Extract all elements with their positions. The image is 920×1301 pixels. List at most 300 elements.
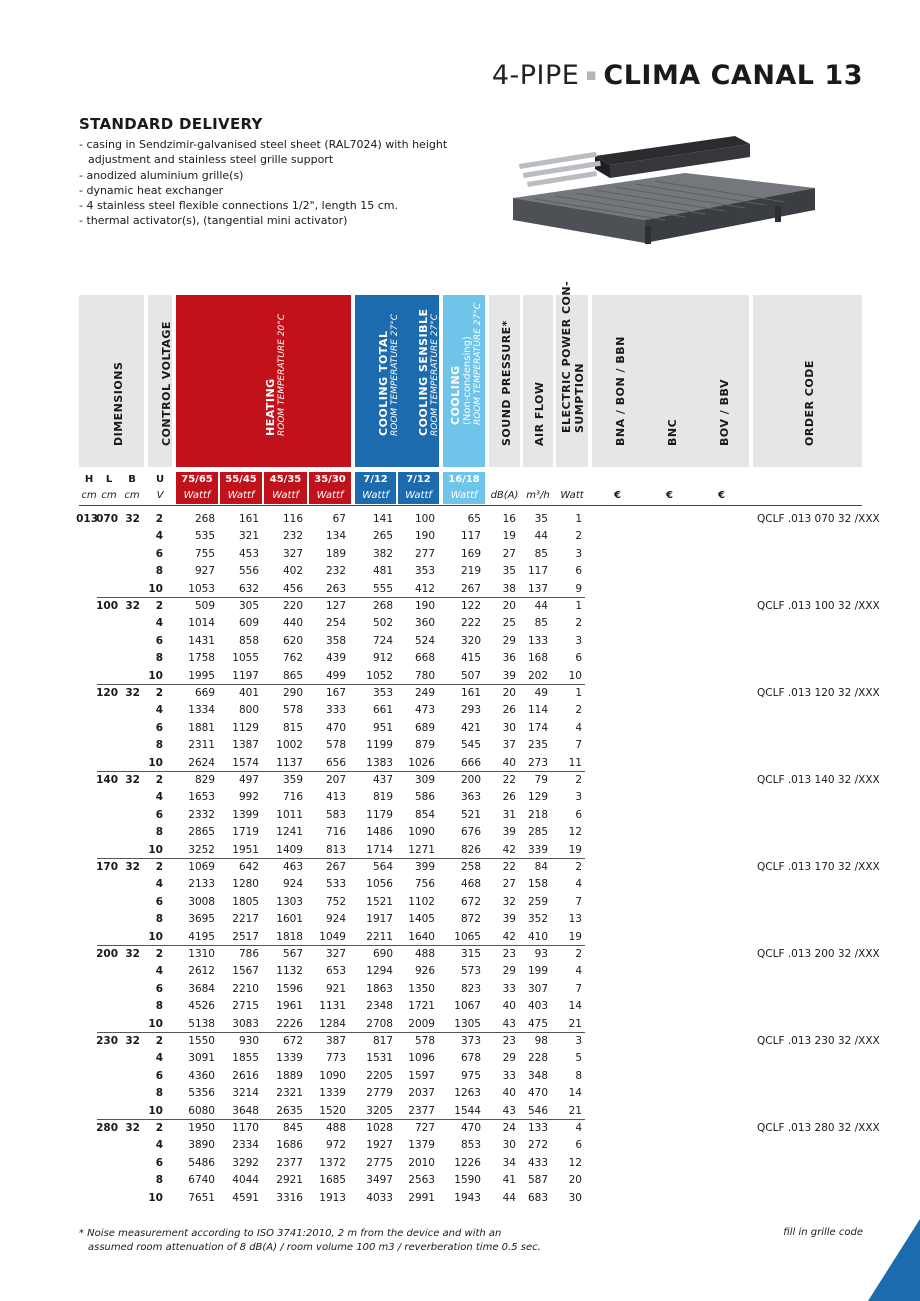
table-cell: 36	[502, 652, 516, 665]
table-cell: 6	[155, 634, 163, 647]
footnote-line-2: assumed room attenuation of 8 dB(A) / room volume 100 m3 / reverberation time 0.5 sec.	[88, 1242, 541, 1253]
table-cell: 42	[502, 843, 516, 856]
table-cell: 453	[238, 547, 259, 560]
table-cell: 1943	[454, 1191, 481, 1204]
table-cell: 521	[460, 808, 481, 821]
table-cell: 117	[460, 530, 481, 543]
title-bold: CLIMA CANAL 13	[603, 60, 863, 91]
table-cell: 133	[527, 1122, 548, 1134]
table-cell: 826	[460, 843, 481, 856]
table-cell: 1137	[276, 756, 303, 769]
list-item: - thermal activator(s), (tangential mini activator)	[79, 213, 449, 228]
table-cell: 1486	[366, 826, 393, 839]
table-cell: 19	[568, 930, 582, 943]
table-cell: 2563	[408, 1174, 435, 1187]
table-cell: 533	[325, 878, 346, 891]
airflow-label: AIR FLOW	[533, 381, 546, 446]
unit-m3h: m³/h	[526, 490, 550, 501]
table-cell: 2	[155, 687, 163, 699]
table-cell: 2	[575, 530, 582, 543]
table-cell: 1574	[232, 756, 259, 769]
table-cell: 669	[194, 687, 215, 699]
table-row	[0, 598, 920, 615]
table-cell: 14	[568, 1000, 582, 1013]
table-cell: 363	[460, 791, 481, 804]
table-row	[0, 528, 920, 545]
table-cell: 524	[414, 634, 435, 647]
table-cell: 8	[155, 826, 163, 839]
power-header	[556, 280, 588, 467]
table-cell: 672	[460, 895, 481, 908]
order-code: QCLF .013 280 32 /XXX	[757, 1122, 880, 1134]
table-cell: 4	[155, 791, 163, 804]
table-cell: 2210	[232, 982, 259, 995]
sound-label: SOUND PRESSURE*	[500, 320, 513, 446]
unit-heating-2: Wattf	[220, 487, 262, 504]
table-cell: 263	[325, 582, 346, 595]
table-cell: 43	[502, 1104, 516, 1117]
table-cell: 339	[527, 843, 548, 856]
table-cell: 4	[155, 530, 163, 543]
table-cell: 20	[568, 1174, 582, 1187]
table-cell: 4	[155, 878, 163, 891]
table-cell: 1271	[408, 843, 435, 856]
table-cell: 307	[527, 982, 548, 995]
table-cell: 502	[372, 617, 393, 630]
table-cell: 43	[502, 1017, 516, 1030]
table-cell: 8	[155, 565, 163, 578]
table-cell: 41	[502, 1174, 516, 1187]
table-cell: 100	[414, 513, 435, 525]
table-cell: 2708	[366, 1017, 393, 1030]
table-cell: 2	[155, 600, 163, 612]
table-cell: 222	[460, 617, 481, 630]
standard-delivery-list	[79, 137, 449, 229]
table-cell: 4	[575, 965, 582, 978]
table-cell: 127	[325, 600, 346, 612]
table-cell: 752	[325, 895, 346, 908]
table-cell: 3316	[276, 1191, 303, 1204]
dimension-l: 230	[96, 1035, 118, 1047]
temp-45-35: 45/35	[264, 472, 307, 487]
table-cell: 2	[575, 774, 582, 786]
table-cell: 19	[502, 530, 516, 543]
table-cell: 1685	[319, 1174, 346, 1187]
table-cell: 32	[502, 895, 516, 908]
table-row	[0, 998, 920, 1015]
control-voltage-label: CONTROL VOLTAGE	[160, 321, 173, 446]
sound-header	[489, 295, 520, 467]
table-cell: 1294	[366, 965, 393, 978]
table-cell: 853	[460, 1139, 481, 1152]
u-label: U	[155, 474, 165, 485]
order-code: QCLF .013 170 32 /XXX	[757, 861, 880, 873]
table-cell: 2779	[366, 1087, 393, 1100]
table-row	[0, 702, 920, 719]
table-cell: 1334	[188, 704, 215, 717]
table-cell: 439	[325, 652, 346, 665]
order-code-header	[753, 295, 862, 467]
table-cell: 5356	[188, 1087, 215, 1100]
table-cell: 2	[155, 513, 163, 525]
table-cell: 1129	[232, 721, 259, 734]
table-cell: 865	[282, 669, 303, 682]
table-cell: 38	[502, 582, 516, 595]
table-cell: 1544	[454, 1104, 481, 1117]
table-cell: 1383	[366, 756, 393, 769]
table-cell: 6	[575, 565, 582, 578]
table-cell: 609	[238, 617, 259, 630]
table-cell: 44	[502, 1191, 516, 1204]
table-cell: 412	[414, 582, 435, 595]
power-label-2: SUMPTION	[573, 362, 586, 433]
table-cell: 2	[155, 774, 163, 786]
dimension-b: 32	[125, 948, 140, 960]
table-cell: 3	[575, 634, 582, 647]
table-cell: 2616	[232, 1069, 259, 1082]
table-cell: 268	[372, 600, 393, 612]
table-row	[0, 842, 920, 859]
table-cell: 3890	[188, 1139, 215, 1152]
table-cell: 4	[155, 1139, 163, 1152]
table-cell: 815	[282, 721, 303, 734]
table-cell: 2991	[408, 1191, 435, 1204]
product-image	[505, 128, 825, 248]
table-cell: 4044	[232, 1174, 259, 1187]
table-cell: 85	[534, 547, 548, 560]
table-cell: 1067	[454, 1000, 481, 1013]
table-cell: 13	[568, 913, 582, 926]
table-cell: 7	[575, 895, 582, 908]
table-cell: 879	[414, 739, 435, 752]
table-cell: 2	[575, 861, 582, 873]
table-cell: 129	[527, 791, 548, 804]
dimension-b: 32	[125, 513, 140, 525]
table-cell: 666	[460, 756, 481, 769]
table-cell: 85	[534, 617, 548, 630]
table-cell: 497	[238, 774, 259, 786]
table-cell: 556	[238, 565, 259, 578]
list-item: - casing in Sendzimir-galvanised steel sheet (RAL7024) with height adjustment and stainless steel grille support	[79, 137, 449, 168]
table-cell: 10	[148, 582, 163, 595]
table-cell: 1640	[408, 930, 435, 943]
table-row	[0, 1155, 920, 1172]
table-cell: 3214	[232, 1087, 259, 1100]
heating-label	[264, 314, 287, 436]
cooling-total-subtitle: ROOM TEMPERATURE 27°C	[390, 314, 400, 436]
table-row	[0, 633, 920, 650]
table-cell: 321	[238, 530, 259, 543]
table-cell: 413	[325, 791, 346, 804]
cooling-header	[355, 295, 439, 467]
table-row	[0, 737, 920, 754]
table-cell: 1065	[454, 930, 481, 943]
table-cell: 587	[527, 1174, 548, 1187]
table-cell: 2226	[276, 1017, 303, 1030]
table-cell: 293	[460, 704, 481, 717]
table-cell: 1055	[232, 652, 259, 665]
table-cell: 1721	[408, 1000, 435, 1013]
table-cell: 1597	[408, 1069, 435, 1082]
order-code: QCLF .013 120 32 /XXX	[757, 687, 880, 699]
table-row	[0, 981, 920, 998]
table-row	[0, 929, 920, 946]
table-cell: 456	[282, 582, 303, 595]
table-cell: 2211	[366, 930, 393, 943]
table-cell: 232	[282, 530, 303, 543]
table-cell: 437	[372, 774, 393, 786]
table-cell: 6	[155, 547, 163, 560]
table-cell: 258	[460, 861, 481, 873]
table-cell: 33	[502, 982, 516, 995]
table-cell: 716	[325, 826, 346, 839]
table-cell: 872	[460, 913, 481, 926]
dimension-l: 170	[96, 861, 118, 873]
table-cell: 1280	[232, 878, 259, 891]
table-cell: 2	[155, 861, 163, 873]
table-cell: 578	[282, 704, 303, 717]
table-cell: 6	[155, 982, 163, 995]
table-cell: 10	[148, 756, 163, 769]
table-cell: 819	[372, 791, 393, 804]
table-cell: 1961	[276, 1000, 303, 1013]
table-cell: 845	[282, 1122, 303, 1134]
table-cell: 1014	[188, 617, 215, 630]
table-cell: 40	[502, 756, 516, 769]
table-cell: 823	[460, 982, 481, 995]
table-cell: 133	[527, 634, 548, 647]
table-cell: 220	[282, 600, 303, 612]
table-cell: 382	[372, 547, 393, 560]
table-row	[0, 963, 920, 980]
table-cell: 656	[325, 756, 346, 769]
table-cell: 1399	[232, 808, 259, 821]
table-cell: 3205	[366, 1104, 393, 1117]
table-cell: 352	[527, 913, 548, 926]
table-cell: 661	[372, 704, 393, 717]
table-cell: 1226	[454, 1156, 481, 1169]
unit-cooling-nc: Wattf	[443, 487, 485, 504]
table-cell: 1339	[276, 1052, 303, 1065]
table-cell: 756	[414, 878, 435, 891]
table-cell: 7	[575, 739, 582, 752]
table-row	[0, 1016, 920, 1033]
table-cell: 3648	[232, 1104, 259, 1117]
table-cell: 1102	[408, 895, 435, 908]
table-cell: 951	[372, 721, 393, 734]
table-cell: 475	[527, 1017, 548, 1030]
table-cell: 235	[527, 739, 548, 752]
table-cell: 535	[194, 530, 215, 543]
table-cell: 1284	[319, 1017, 346, 1030]
table-cell: 1379	[408, 1139, 435, 1152]
corner-triangle	[868, 1219, 920, 1301]
table-cell: 1350	[408, 982, 435, 995]
table-row	[0, 720, 920, 737]
table-row	[0, 615, 920, 632]
table-cell: 4	[575, 721, 582, 734]
table-cell: 829	[194, 774, 215, 786]
table-cell: 333	[325, 704, 346, 717]
table-cell: 30	[502, 721, 516, 734]
table-cell: 1303	[276, 895, 303, 908]
table-cell: 1686	[276, 1139, 303, 1152]
table-cell: 2517	[232, 930, 259, 943]
table-cell: 35	[502, 565, 516, 578]
unit-h: cm	[81, 490, 97, 501]
unit-cooling-total: Wattf	[355, 487, 396, 504]
table-cell: 2009	[408, 1017, 435, 1030]
table-cell: 924	[282, 878, 303, 891]
bov-label: BOV / BBV	[718, 379, 731, 446]
table-cell: 468	[460, 878, 481, 891]
table-cell: 19	[568, 843, 582, 856]
table-cell: 1950	[188, 1122, 215, 1134]
temp-55-45: 55/45	[220, 472, 262, 487]
cooling-nc-header	[443, 295, 485, 467]
table-cell: 1927	[366, 1139, 393, 1152]
table-cell: 202	[527, 669, 548, 682]
table-cell: 1520	[319, 1104, 346, 1117]
table-cell: 1	[575, 687, 582, 699]
table-cell: 11	[568, 756, 582, 769]
table-cell: 4	[155, 617, 163, 630]
table-cell: 573	[460, 965, 481, 978]
dimension-b: 32	[125, 1035, 140, 1047]
unit-cooling-sensible: Wattf	[398, 487, 439, 504]
table-row	[0, 1137, 920, 1154]
table-cell: 12	[568, 1156, 582, 1169]
table-cell: 470	[527, 1087, 548, 1100]
table-cell: 470	[325, 721, 346, 734]
table-cell: 6080	[188, 1104, 215, 1117]
table-cell: 509	[194, 600, 215, 612]
title-light: 4-PIPE	[491, 60, 580, 91]
table-cell: 1056	[366, 878, 393, 891]
h-label: H	[84, 474, 94, 485]
table-cell: 578	[325, 739, 346, 752]
table-cell: 762	[282, 652, 303, 665]
table-cell: 267	[325, 861, 346, 873]
table-cell: 26	[502, 704, 516, 717]
table-cell: 1026	[408, 756, 435, 769]
table-cell: 399	[414, 861, 435, 873]
table-cell: 39	[502, 669, 516, 682]
table-cell: 727	[414, 1122, 435, 1134]
unit-heating-3: Wattf	[264, 487, 307, 504]
table-cell: 1131	[319, 1000, 346, 1013]
cooling-sensible-subtitle: ROOM TEMPERATURE 27°C	[430, 314, 440, 436]
dimension-b: 32	[125, 687, 140, 699]
table-cell: 8	[575, 1069, 582, 1082]
table-cell: 3083	[232, 1017, 259, 1030]
table-cell: 285	[527, 826, 548, 839]
table-cell: 207	[325, 774, 346, 786]
table-cell: 3497	[366, 1174, 393, 1187]
table-row	[0, 876, 920, 893]
footnote	[79, 1227, 541, 1255]
table-cell: 1263	[454, 1087, 481, 1100]
table-cell: 1596	[276, 982, 303, 995]
table-cell: 676	[460, 826, 481, 839]
table-cell: 8	[155, 913, 163, 926]
table-cell: 31	[502, 808, 516, 821]
table-cell: 10	[148, 930, 163, 943]
order-code: QCLF .013 230 32 /XXX	[757, 1035, 880, 1047]
table-cell: 1241	[276, 826, 303, 839]
table-row	[0, 772, 920, 789]
standard-delivery-title: STANDARD DELIVERY	[79, 115, 263, 133]
table-cell: 642	[238, 861, 259, 873]
table-cell: 387	[325, 1035, 346, 1047]
table-cell: 27	[502, 878, 516, 891]
table-cell: 2010	[408, 1156, 435, 1169]
table-cell: 433	[527, 1156, 548, 1169]
table-cell: 716	[282, 791, 303, 804]
table-row	[0, 807, 920, 824]
table-cell: 927	[194, 565, 215, 578]
table-cell: 259	[527, 895, 548, 908]
temp-7-12-total: 7/12	[355, 472, 396, 487]
table-cell: 2775	[366, 1156, 393, 1169]
table-cell: 309	[414, 774, 435, 786]
table-cell: 114	[527, 704, 548, 717]
table-cell: 6	[575, 1139, 582, 1152]
table-cell: 35	[534, 513, 548, 525]
cooling-total-label	[377, 314, 400, 436]
table-cell: 359	[282, 774, 303, 786]
table-cell: 290	[282, 687, 303, 699]
table-cell: 67	[332, 513, 346, 525]
table-cell: 26	[502, 791, 516, 804]
table-cell: 4195	[188, 930, 215, 943]
table-row	[0, 1050, 920, 1067]
table-cell: 3	[575, 1035, 582, 1047]
table-cell: 632	[238, 582, 259, 595]
list-item: - dynamic heat exchanger	[79, 183, 449, 198]
table-cell: 1197	[232, 669, 259, 682]
unit-db: dB(A)	[490, 490, 519, 501]
table-cell: 415	[460, 652, 481, 665]
table-cell: 402	[282, 565, 303, 578]
table-cell: 189	[325, 547, 346, 560]
table-cell: 1	[575, 600, 582, 612]
table-cell: 199	[527, 965, 548, 978]
table-cell: 8	[155, 1174, 163, 1187]
table-cell: 1917	[366, 913, 393, 926]
table-cell: 2	[155, 1122, 163, 1134]
table-cell: 4526	[188, 1000, 215, 1013]
table-cell: 8	[155, 739, 163, 752]
table-cell: 40	[502, 1087, 516, 1100]
unit-heating-1: Wattf	[176, 487, 218, 504]
table-cell: 1653	[188, 791, 215, 804]
table-cell: 668	[414, 652, 435, 665]
table-cell: 1550	[188, 1035, 215, 1047]
table-cell: 4	[155, 965, 163, 978]
table-cell: 360	[414, 617, 435, 630]
table-cell: 1855	[232, 1052, 259, 1065]
table-cell: 39	[502, 826, 516, 839]
table-cell: 9	[575, 582, 582, 595]
table-cell: 44	[534, 600, 548, 612]
table-cell: 2037	[408, 1087, 435, 1100]
table-row	[0, 1120, 920, 1137]
table-cell: 14	[568, 1087, 582, 1100]
table-cell: 20	[502, 687, 516, 699]
table-cell: 218	[527, 808, 548, 821]
table-cell: 507	[460, 669, 481, 682]
